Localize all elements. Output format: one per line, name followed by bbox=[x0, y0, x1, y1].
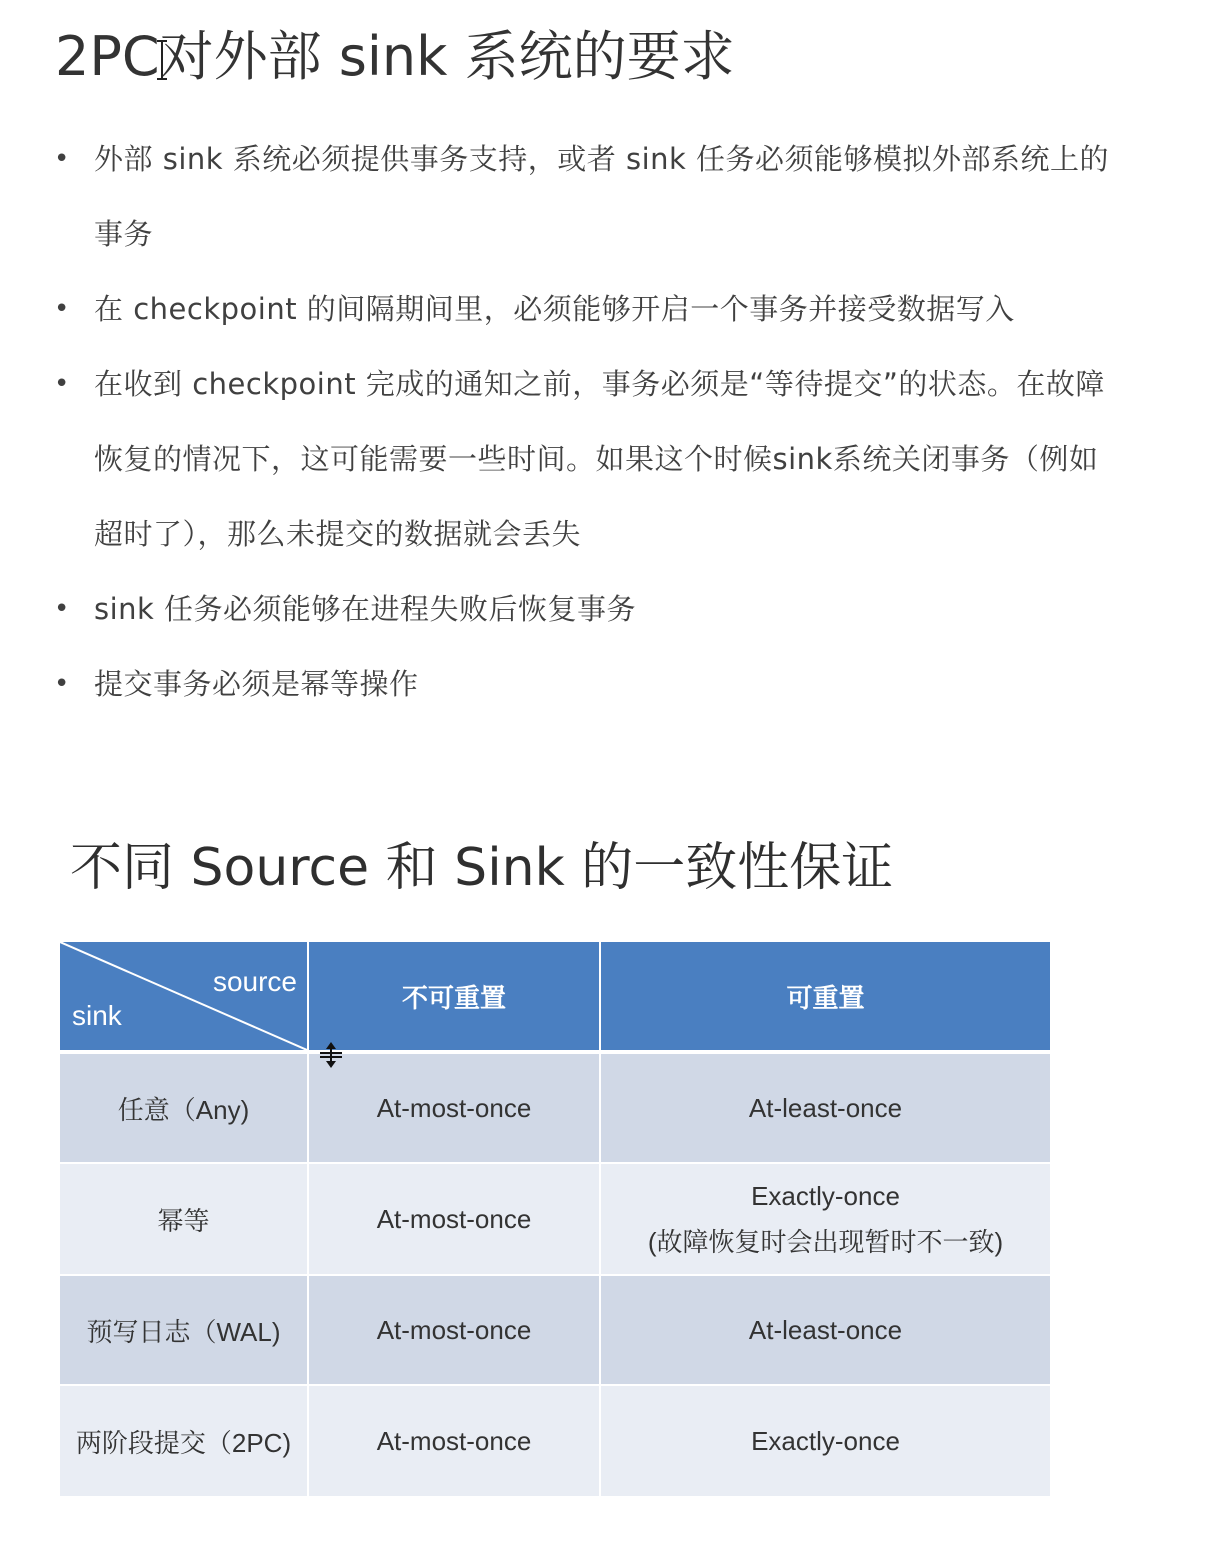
bullet-icon: • bbox=[54, 669, 70, 699]
row-label-cell: 预写日志（WAL) bbox=[60, 1276, 309, 1386]
list-item-text: 提交事务必须是幂等操作 bbox=[94, 667, 419, 701]
table-cell bbox=[601, 1054, 1050, 1164]
table-cell: At-most-once bbox=[309, 1054, 601, 1164]
table-row bbox=[60, 1276, 1050, 1386]
list-item-text: sink 任务必须能够在进程失败后恢复事务 bbox=[94, 592, 637, 626]
list-item-text: 在 checkpoint 的间隔期间里，必须能够开启一个事务并接受数据写入 bbox=[94, 292, 1015, 326]
row-label-cell: 幂等 bbox=[60, 1164, 309, 1276]
list-item-text: 在收到 checkpoint 完成的通知之前，事务必须是“等待提交”的状态。在故障恢复的情况下，这可能需要一些时间。如果这个时候sink系统关闭事务（例如超时了），那么未提交的数据就会丢失 bbox=[94, 367, 1105, 551]
page-title: 2PC对外部 sink 系统的要求 bbox=[55, 25, 735, 88]
requirements-list bbox=[50, 122, 1110, 722]
bullet-icon: • bbox=[54, 594, 70, 624]
bullet-icon: • bbox=[54, 144, 70, 174]
section-title: 不同 Source 和 Sink 的一致性保证 bbox=[70, 838, 894, 898]
table-row bbox=[60, 1054, 1050, 1164]
corner-sink-label: sink bbox=[72, 1000, 122, 1031]
consistency-table bbox=[60, 942, 1050, 1498]
cell-text: Exactly-once bbox=[751, 1426, 900, 1456]
column-header: 不可重置 bbox=[309, 942, 601, 1054]
table-header-row bbox=[60, 942, 1050, 1054]
table-cell bbox=[601, 1164, 1050, 1276]
list-item bbox=[50, 272, 1110, 347]
table-row bbox=[60, 1386, 1050, 1498]
list-item bbox=[50, 647, 1110, 722]
table-cell: At-most-once bbox=[309, 1164, 601, 1276]
table-cell bbox=[601, 1386, 1050, 1498]
row-label-cell: 两阶段提交（2PC) bbox=[60, 1386, 309, 1498]
row-resize-cursor-icon bbox=[318, 1040, 344, 1070]
table-cell: At-most-once bbox=[309, 1386, 601, 1498]
column-header: 可重置 bbox=[601, 942, 1050, 1054]
table-cell bbox=[601, 1276, 1050, 1386]
cell-text: At-least-once bbox=[748, 1315, 903, 1345]
list-item bbox=[50, 122, 1110, 272]
row-label-cell: 任意（Any) bbox=[60, 1054, 309, 1164]
cell-text: At-least-once bbox=[748, 1093, 903, 1123]
list-item-text: 外部 sink 系统必须提供事务支持，或者 sink 任务必须能够模拟外部系统上的事务 bbox=[94, 142, 1110, 251]
bullet-icon: • bbox=[54, 294, 70, 324]
text-cursor-icon bbox=[156, 40, 168, 80]
table-cell: At-most-once bbox=[309, 1276, 601, 1386]
list-item bbox=[50, 347, 1110, 572]
table-row bbox=[60, 1164, 1050, 1276]
bullet-icon: • bbox=[54, 369, 70, 399]
corner-header-cell bbox=[60, 942, 309, 1054]
cell-text: Exactly-once bbox=[751, 1181, 900, 1211]
list-item bbox=[50, 572, 1110, 647]
corner-source-label: source bbox=[212, 966, 297, 997]
cell-note: (故障恢复时会出现暂时不一致) bbox=[647, 1227, 1004, 1257]
